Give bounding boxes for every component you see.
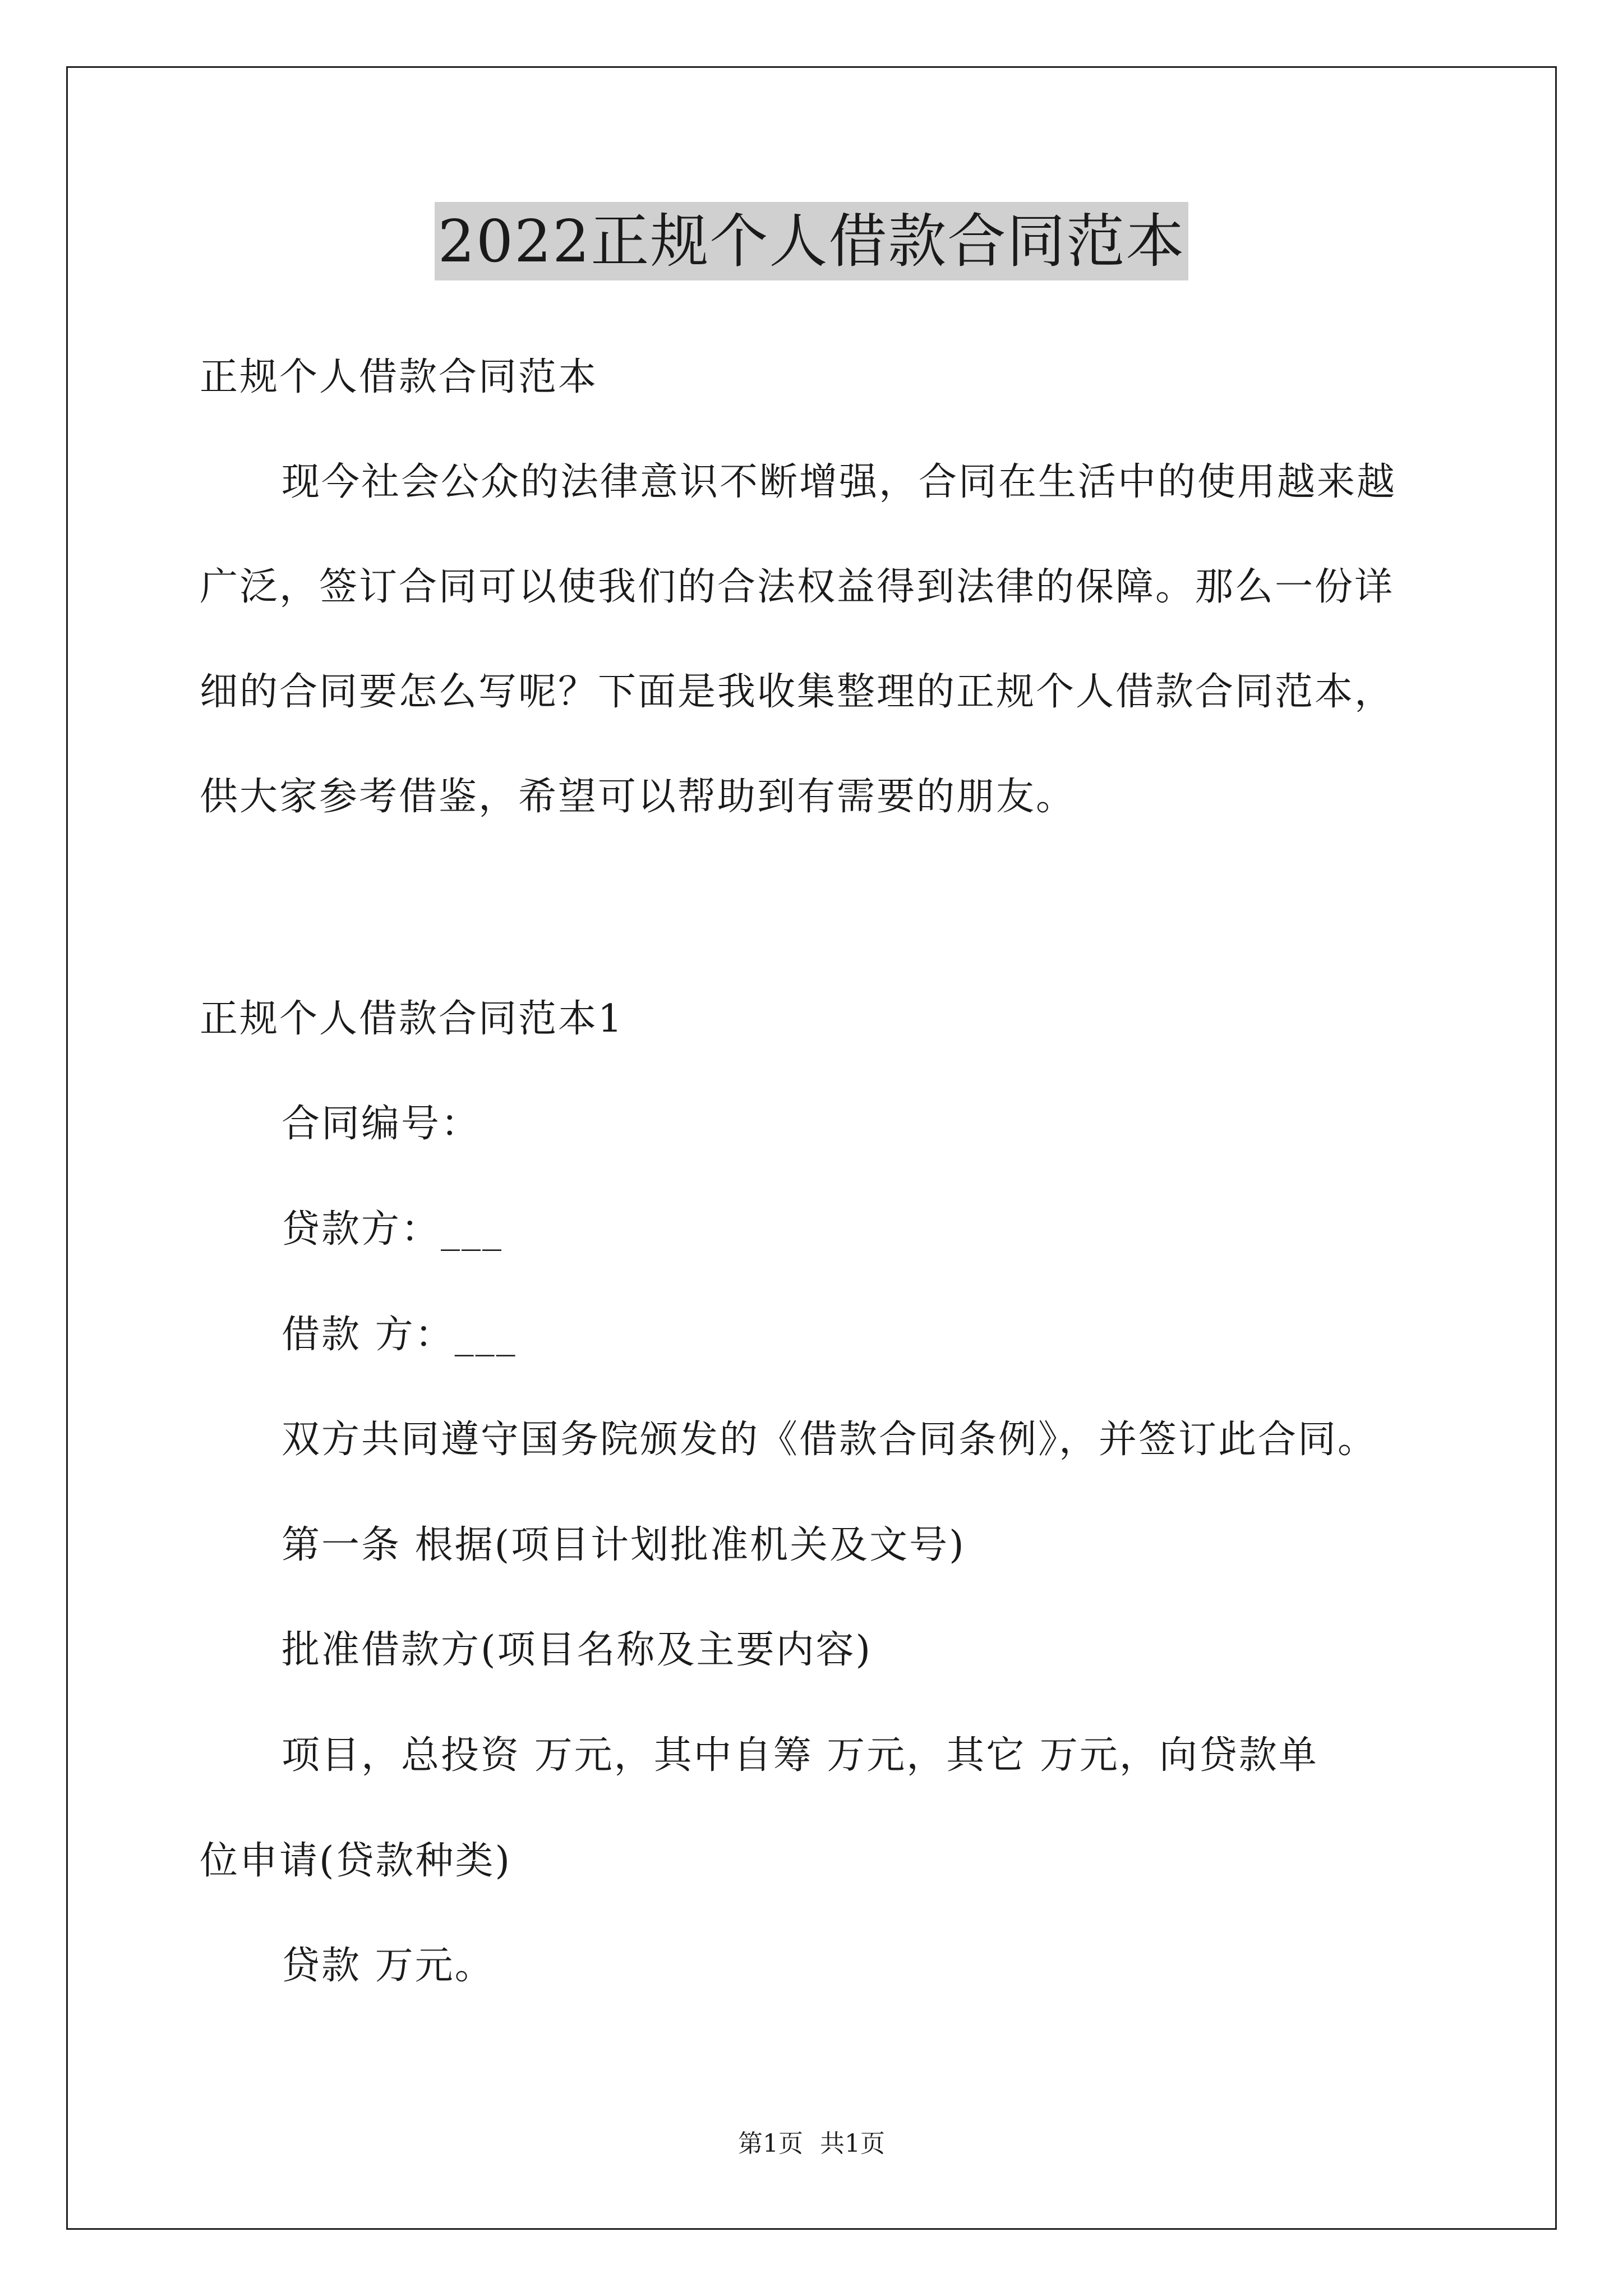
clause-line: 借款 方：___ xyxy=(282,1313,517,1357)
title-container xyxy=(0,202,1623,280)
intro-line: 供大家参考借鉴，希望可以帮助到有需要的朋友。 xyxy=(200,775,1076,819)
intro-line: 细的合同要怎么写呢？下面是我收集整理的正规个人借款合同范本， xyxy=(200,670,1395,714)
section-heading: 正规个人借款合同范本1 xyxy=(200,997,624,1041)
page-footer xyxy=(0,2127,1623,2161)
intro-line: 广泛，签订合同可以使我们的合法权益得到法律的保障。那么一份详 xyxy=(200,565,1395,609)
clause-line: 项目，总投资 万元，其中自筹 万元，其它 万元，向贷款单 xyxy=(282,1733,1318,1778)
clause-line: 双方共同遵守国务院颁发的《借款合同条例》，并签订此合同。 xyxy=(282,1418,1378,1462)
intro-line: 现今社会公众的法律意识不断增强，合同在生活中的使用越来越 xyxy=(282,460,1397,504)
clause-line: 批准借款方(项目名称及主要内容) xyxy=(282,1628,873,1672)
document-title: 2022正规个人借款合同范本 xyxy=(435,202,1189,280)
clause-line: 位申请(贷款种类) xyxy=(200,1839,512,1883)
page-number: 第1页 xyxy=(738,2129,803,2158)
clause-line: 贷款方：___ xyxy=(282,1207,504,1251)
clause-line: 第一条 根据(项目计划批准机关及文号) xyxy=(282,1523,966,1567)
page-total: 共1页 xyxy=(820,2129,885,2158)
subtitle: 正规个人借款合同范本 xyxy=(200,355,598,399)
clause-line: 合同编号： xyxy=(282,1102,481,1146)
clause-line: 贷款 万元。 xyxy=(282,1944,495,1988)
